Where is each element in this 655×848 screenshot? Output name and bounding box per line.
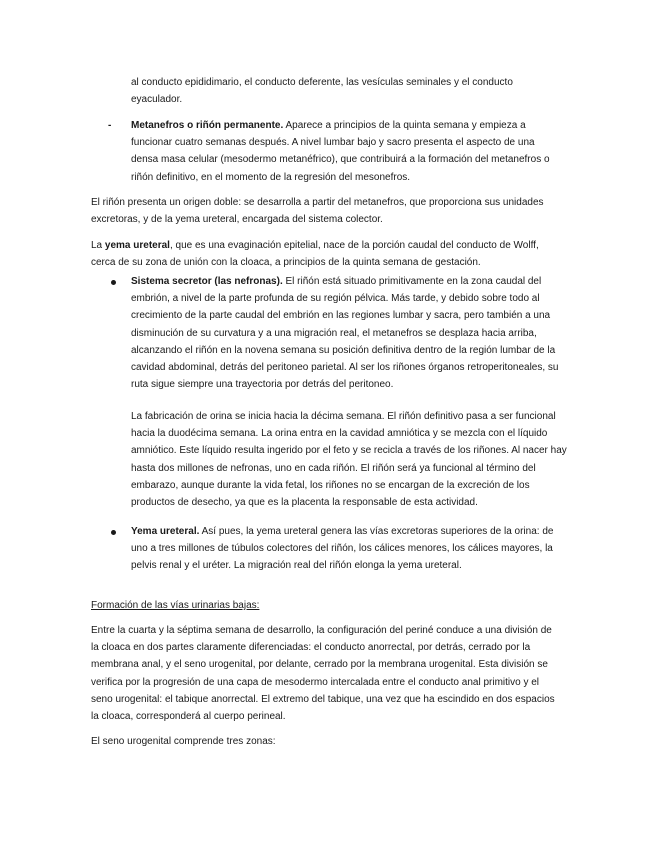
- paragraph-origen: El riñón presenta un origen doble: se desarrolla a partir del metanefros, que proporciona sus unidades excretoras, y de la yema ureteral, encargada del sistema colector.: [91, 197, 544, 226]
- paragraph-continuation: al conducto epididimario, el conducto deferente, las vesículas seminales y el conducto eyaculador.: [131, 77, 513, 106]
- metanefros-text: Aparece a principios de la quinta semana y empieza a funcionar cuatro semanas después. A nivel lumbar bajo y sacro presenta el aspecto de una densa masa celular (mesodermo metanéfrico), que contribuirá a la formación del metanefros o riñón definitivo, en el momento de la regresión del mesonefros.: [131, 120, 550, 183]
- sistema-secretor-text: El riñón está situado primitivamente en la zona caudal del embrión, a nivel de la parte profunda de su región pélvica. Más tarde, y debido sobre todo al crecimiento de la parte caudal del embrión en las regiones lumbar y sacra, pero también a una disminución de su curvatura y a una migración real, el metanefros se desplaza hacia arriba, alcanzando el riñón en la novena semana su posición definitiva dentro de la región lumbar de la cavidad abdominal, detrás del peritoneo parietal. Al ser los riñones órganos retroperitoneales, su ruta sigue siempre una trayectoria por detrás del peritoneo.: [131, 276, 559, 391]
- dash-bullet: -: [108, 120, 112, 131]
- yema-bold: yema ureteral: [104, 240, 170, 251]
- bullet-icon: [111, 530, 116, 535]
- paragraph-yema-ureteral: [131, 523, 556, 575]
- yema-pre: La: [91, 240, 105, 251]
- yema-ureteral-text: Así pues, la yema ureteral genera las vías excretoras superiores de la orina: de uno a tres millones de túbulos colectores del riñón, los cálices menores, los cálices mayores, la pelvis renal y el uréter. La migración real del riñón elonga la yema ureteral.: [131, 526, 554, 572]
- paragraph-sistema-secretor: [131, 273, 568, 393]
- yema-post: , que es una evaginación epitelial, nace de la porción caudal del conducto de Wolff, cerca de su zona de unión con la cloaca, a principios de la quinta semana de gestación.: [91, 240, 539, 269]
- paragraph-yema: [91, 237, 563, 271]
- bullet-icon: [111, 280, 116, 285]
- paragraph-orina: La fabricación de orina se inicia hacia la décima semana. El riñón definitivo pasa a ser funcional hacia la duodécima semana. La orina entra en la cavidad amniótica y se mezcla con el líquido amniótico. Este líquido resulta ingerido por el feto y se recicla a través de los riñones. Al nacer hay hasta dos millones de nefronas, uno en cada riñón. El riñón será ya funcional al término del embarazo, aunque durante la vida fetal, los riñones no se encargan de la excreción de los productos de desecho, ya que es la placenta la responsable de esta actividad.: [131, 411, 567, 509]
- sistema-secretor-title: Sistema secretor (las nefronas).: [131, 276, 283, 287]
- paragraph-cloaca: Entre la cuarta y la séptima semana de desarrollo, la configuración del periné conduce a una división de la cloaca en dos partes claramente diferenciadas: el conducto anorrectal, por detrás, cerrado por la membrana anal, y el seno urogenital, por delante, cerrado por la membrana urogenital. Esta división se verifica por la progresión de una capa de mesodermo intercalada entre el conducto anal primitivo y el seno urogenital: el tabique anorrectal. El extremo del tabique, una vez que ha escindido en dos espacios la cloaca, corresponderá al cuerpo perineal.: [91, 625, 555, 723]
- paragraph-metanefros: [131, 117, 564, 186]
- section-heading: Formación de las vías urinarias bajas:: [91, 600, 260, 611]
- paragraph-seno: El seno urogenital comprende tres zonas:: [91, 736, 276, 747]
- yema-ureteral-title: Yema ureteral.: [131, 526, 200, 537]
- metanefros-title: Metanefros o riñón permanente.: [131, 120, 284, 131]
